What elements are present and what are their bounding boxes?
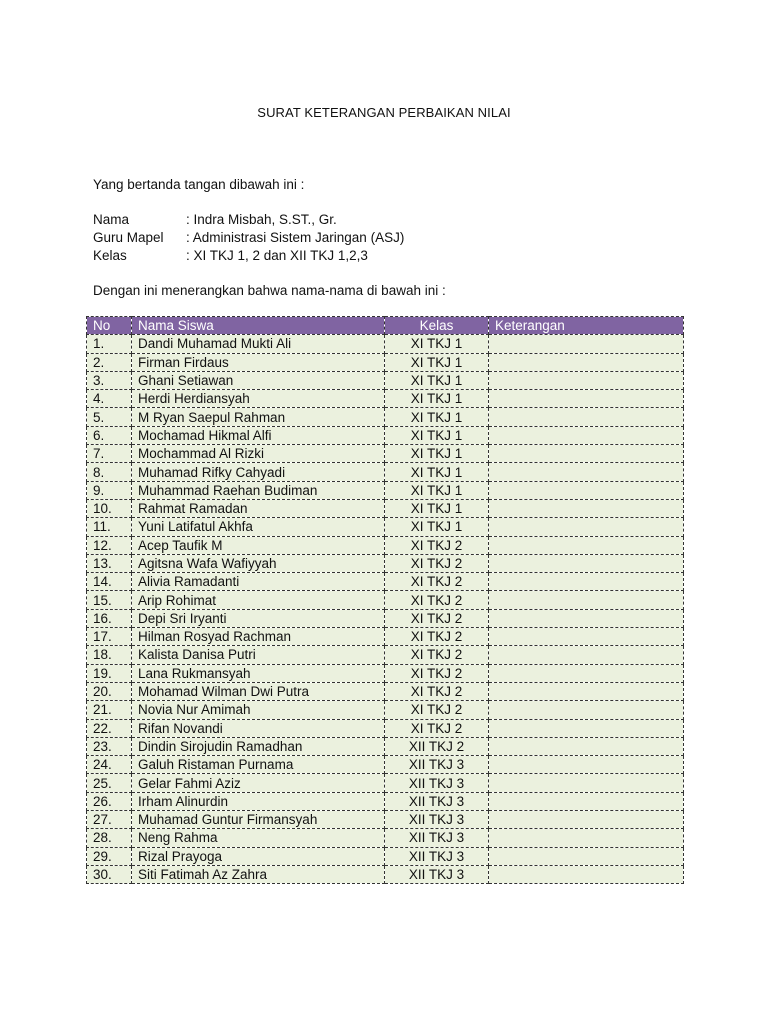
cell-keterangan — [489, 390, 684, 408]
cell-kelas: XI TKJ 2 — [385, 646, 489, 664]
table-row — [87, 353, 684, 371]
header-nama-siswa: Nama Siswa — [132, 317, 385, 335]
cell-nama-siswa: Alivia Ramadanti — [132, 573, 385, 591]
cell-nama-siswa: Firman Firdaus — [132, 353, 385, 371]
cell-nama-siswa: Muhammad Raehan Budiman — [132, 481, 385, 499]
cell-kelas: XI TKJ 1 — [385, 335, 489, 353]
cell-kelas: XI TKJ 1 — [385, 481, 489, 499]
field-nama — [93, 211, 404, 229]
cell-keterangan — [489, 646, 684, 664]
cell-kelas: XII TKJ 3 — [385, 829, 489, 847]
cell-kelas: XII TKJ 3 — [385, 756, 489, 774]
cell-nama-siswa: Arip Rohimat — [132, 591, 385, 609]
field-label: Nama — [93, 212, 130, 227]
table-row — [87, 682, 684, 700]
cell-keterangan — [489, 481, 684, 499]
cell-nama-siswa: Agitsna Wafa Wafiyyah — [132, 554, 385, 572]
cell-no: 13. — [87, 554, 132, 572]
cell-no: 27. — [87, 811, 132, 829]
cell-nama-siswa: Muhamad Guntur Firmansyah — [132, 811, 385, 829]
cell-nama-siswa: Acep Taufik M — [132, 536, 385, 554]
field-guru-mapel — [93, 229, 404, 247]
cell-kelas: XII TKJ 2 — [385, 737, 489, 755]
cell-keterangan — [489, 664, 684, 682]
table-row — [87, 518, 684, 536]
cell-kelas: XI TKJ 1 — [385, 426, 489, 444]
table-row — [87, 408, 684, 426]
cell-no: 4. — [87, 390, 132, 408]
cell-keterangan — [489, 829, 684, 847]
table-row — [87, 499, 684, 517]
cell-keterangan — [489, 682, 684, 700]
cell-no: 16. — [87, 609, 132, 627]
cell-keterangan — [489, 408, 684, 426]
cell-nama-siswa: Novia Nur Amimah — [132, 701, 385, 719]
student-table — [86, 316, 684, 884]
cell-keterangan — [489, 371, 684, 389]
cell-kelas: XI TKJ 2 — [385, 682, 489, 700]
cell-no: 19. — [87, 664, 132, 682]
table-row — [87, 335, 684, 353]
cell-no: 11. — [87, 518, 132, 536]
table-row — [87, 371, 684, 389]
cell-kelas: XI TKJ 1 — [385, 390, 489, 408]
table-row — [87, 847, 684, 865]
table-row — [87, 390, 684, 408]
field-label: Guru Mapel — [93, 230, 164, 245]
cell-no: 20. — [87, 682, 132, 700]
intro-text: Yang bertanda tangan dibawah ini : — [93, 177, 305, 192]
field-value: : Administrasi Sistem Jaringan (ASJ) — [186, 230, 405, 245]
table-row — [87, 811, 684, 829]
table-row — [87, 445, 684, 463]
cell-nama-siswa: Muhamad Rifky Cahyadi — [132, 463, 385, 481]
cell-nama-siswa: Mochammad Al Rizki — [132, 445, 385, 463]
cell-no: 17. — [87, 628, 132, 646]
cell-keterangan — [489, 847, 684, 865]
cell-nama-siswa: Siti Fatimah Az Zahra — [132, 865, 385, 883]
cell-nama-siswa: Kalista Danisa Putri — [132, 646, 385, 664]
cell-no: 9. — [87, 481, 132, 499]
cell-keterangan — [489, 591, 684, 609]
cell-kelas: XI TKJ 2 — [385, 664, 489, 682]
cell-keterangan — [489, 701, 684, 719]
table-row — [87, 609, 684, 627]
cell-nama-siswa: Dindin Sirojudin Ramadhan — [132, 737, 385, 755]
cell-kelas: XI TKJ 1 — [385, 408, 489, 426]
cell-no: 14. — [87, 573, 132, 591]
cell-nama-siswa: Ghani Setiawan — [132, 371, 385, 389]
cell-kelas: XI TKJ 1 — [385, 371, 489, 389]
cell-no: 8. — [87, 463, 132, 481]
table-row — [87, 865, 684, 883]
cell-keterangan — [489, 628, 684, 646]
cell-nama-siswa: Rifan Novandi — [132, 719, 385, 737]
table-row — [87, 554, 684, 572]
cell-no: 30. — [87, 865, 132, 883]
cell-kelas: XI TKJ 2 — [385, 628, 489, 646]
cell-kelas: XI TKJ 2 — [385, 554, 489, 572]
cell-no: 7. — [87, 445, 132, 463]
cell-no: 18. — [87, 646, 132, 664]
table-row — [87, 829, 684, 847]
cell-nama-siswa: Yuni Latifatul Akhfa — [132, 518, 385, 536]
cell-nama-siswa: Hilman Rosyad Rachman — [132, 628, 385, 646]
table-row — [87, 792, 684, 810]
cell-no: 15. — [87, 591, 132, 609]
cell-kelas: XII TKJ 3 — [385, 847, 489, 865]
cell-nama-siswa: M Ryan Saepul Rahman — [132, 408, 385, 426]
cell-kelas: XI TKJ 2 — [385, 609, 489, 627]
table-row — [87, 774, 684, 792]
cell-no: 24. — [87, 756, 132, 774]
document-title: SURAT KETERANGAN PERBAIKAN NILAI — [257, 105, 511, 120]
cell-no: 26. — [87, 792, 132, 810]
cell-kelas: XI TKJ 1 — [385, 518, 489, 536]
field-value: : XI TKJ 1, 2 dan XII TKJ 1,2,3 — [186, 248, 368, 263]
table-row — [87, 737, 684, 755]
table-row — [87, 481, 684, 499]
field-label: Kelas — [93, 248, 127, 263]
cell-no: 3. — [87, 371, 132, 389]
table-body — [87, 335, 684, 884]
cell-nama-siswa: Galuh Ristaman Purnama — [132, 756, 385, 774]
cell-no: 6. — [87, 426, 132, 444]
cell-keterangan — [489, 445, 684, 463]
cell-kelas: XI TKJ 1 — [385, 353, 489, 371]
table-row — [87, 463, 684, 481]
cell-no: 28. — [87, 829, 132, 847]
cell-no: 29. — [87, 847, 132, 865]
cell-no: 23. — [87, 737, 132, 755]
cell-nama-siswa: Gelar Fahmi Aziz — [132, 774, 385, 792]
cell-kelas: XII TKJ 3 — [385, 811, 489, 829]
cell-kelas: XI TKJ 2 — [385, 536, 489, 554]
header-keterangan: Keterangan — [489, 317, 684, 335]
cell-kelas: XII TKJ 3 — [385, 774, 489, 792]
cell-nama-siswa: Lana Rukmansyah — [132, 664, 385, 682]
cell-keterangan — [489, 499, 684, 517]
cell-nama-siswa: Neng Rahma — [132, 829, 385, 847]
table-row — [87, 646, 684, 664]
cell-nama-siswa: Rahmat Ramadan — [132, 499, 385, 517]
cell-keterangan — [489, 536, 684, 554]
cell-keterangan — [489, 554, 684, 572]
header-kelas: Kelas — [385, 317, 489, 335]
table-row — [87, 628, 684, 646]
cell-nama-siswa: Mochamad Hikmal Alfi — [132, 426, 385, 444]
cell-keterangan — [489, 518, 684, 536]
cell-nama-siswa: Dandi Muhamad Mukti Ali — [132, 335, 385, 353]
cell-keterangan — [489, 335, 684, 353]
cell-no: 5. — [87, 408, 132, 426]
cell-kelas: XI TKJ 2 — [385, 591, 489, 609]
cell-keterangan — [489, 756, 684, 774]
table-row — [87, 701, 684, 719]
cell-no: 25. — [87, 774, 132, 792]
cell-keterangan — [489, 865, 684, 883]
cell-keterangan — [489, 426, 684, 444]
cell-no: 21. — [87, 701, 132, 719]
cell-no: 10. — [87, 499, 132, 517]
cell-nama-siswa: Irham Alinurdin — [132, 792, 385, 810]
cell-kelas: XII TKJ 3 — [385, 865, 489, 883]
cell-keterangan — [489, 463, 684, 481]
cell-kelas: XII TKJ 3 — [385, 792, 489, 810]
header-no: No — [87, 317, 132, 335]
cell-nama-siswa: Rizal Prayoga — [132, 847, 385, 865]
cell-nama-siswa: Mohamad Wilman Dwi Putra — [132, 682, 385, 700]
cell-kelas: XI TKJ 1 — [385, 463, 489, 481]
cell-keterangan — [489, 353, 684, 371]
table-row — [87, 719, 684, 737]
table-row — [87, 573, 684, 591]
cell-no: 1. — [87, 335, 132, 353]
cell-kelas: XI TKJ 1 — [385, 445, 489, 463]
field-value: : Indra Misbah, S.ST., Gr. — [186, 212, 337, 227]
field-kelas — [93, 247, 404, 265]
cell-kelas: XI TKJ 2 — [385, 701, 489, 719]
cell-keterangan — [489, 737, 684, 755]
table-row — [87, 536, 684, 554]
cell-keterangan — [489, 811, 684, 829]
cell-kelas: XI TKJ 1 — [385, 499, 489, 517]
cell-keterangan — [489, 573, 684, 591]
cell-keterangan — [489, 719, 684, 737]
cell-kelas: XI TKJ 2 — [385, 573, 489, 591]
table-header-row — [87, 317, 684, 335]
cell-nama-siswa: Depi Sri Iryanti — [132, 609, 385, 627]
cell-nama-siswa: Herdi Herdiansyah — [132, 390, 385, 408]
cell-no: 12. — [87, 536, 132, 554]
table-row — [87, 591, 684, 609]
cell-keterangan — [489, 792, 684, 810]
cell-no: 2. — [87, 353, 132, 371]
statement-text: Dengan ini menerangkan bahwa nama-nama di bawah ini : — [93, 283, 446, 298]
cell-kelas: XI TKJ 2 — [385, 719, 489, 737]
table-row — [87, 426, 684, 444]
cell-keterangan — [489, 774, 684, 792]
cell-no: 22. — [87, 719, 132, 737]
table-row — [87, 756, 684, 774]
signer-fields — [93, 211, 404, 265]
cell-keterangan — [489, 609, 684, 627]
table-row — [87, 664, 684, 682]
